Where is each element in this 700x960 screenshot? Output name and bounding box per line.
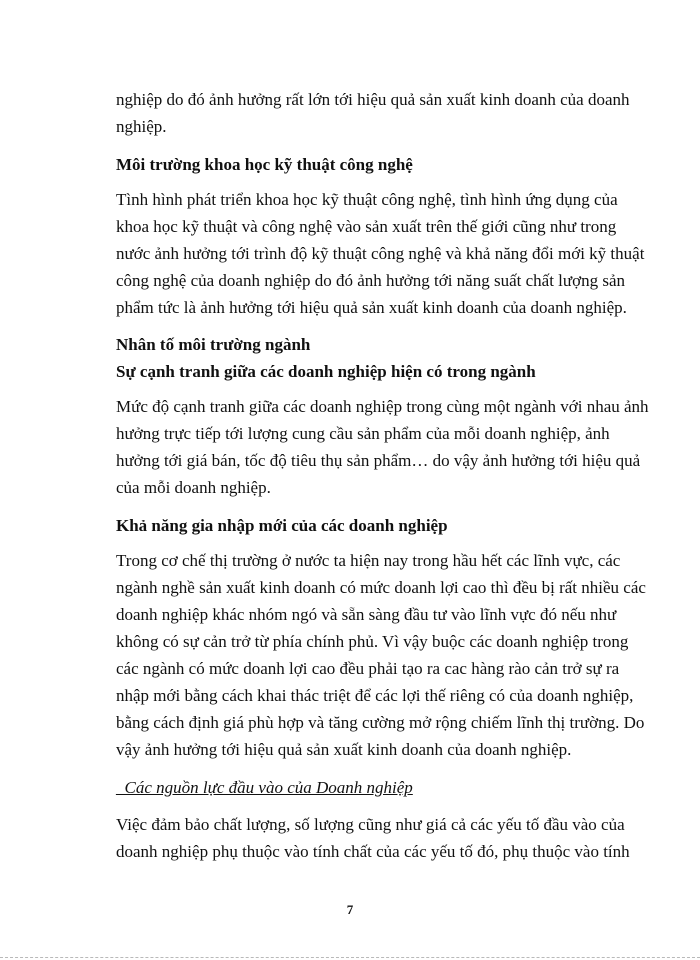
para-new-entrants-line-4: không có sự cản trở từ phía chính phủ. Vì vậy buộc các doanh nghiệp trong — [116, 632, 629, 651]
para-science-tech-line-2: khoa học kỹ thuật và công nghệ vào sản xuất trên thế giới cũng như trong — [116, 217, 617, 236]
para-science-tech-line-3: nước ảnh hưởng tới trình độ kỹ thuật công nghệ và khả năng đổi mới kỹ thuật — [116, 244, 645, 263]
para-new-entrants-line-8: vậy ảnh hưởng tới hiệu quả sản xuất kinh doanh của doanh nghiệp. — [116, 740, 572, 759]
heading-industry-factors: Nhân tố môi trường ngành — [116, 335, 311, 354]
heading-new-entrants: Khả năng gia nhập mới của các doanh nghiệp — [116, 516, 448, 535]
para-intro-continued-line-1: nghiệp do đó ảnh hưởng rất lớn tới hiệu quả sản xuất kinh doanh của doanh — [116, 90, 630, 109]
heading-science-tech: Môi trường khoa học kỹ thuật công nghệ — [116, 155, 413, 174]
page-bottom-divider — [0, 957, 700, 958]
para-new-entrants-line-3: doanh nghiệp khác nhóm ngó và sẵn sàng đầu tư vào lĩnh vực đó nếu như — [116, 605, 617, 624]
para-science-tech-line-5: phẩm tức là ảnh hưởng tới hiệu quả sản xuất kinh doanh của doanh nghiệp. — [116, 298, 627, 317]
para-input-resources-line-1: Việc đảm bảo chất lượng, số lượng cũng như giá cả các yếu tố đầu vào của — [116, 815, 625, 834]
heading-competition: Sự cạnh tranh giữa các doanh nghiệp hiện có trong ngành — [116, 362, 536, 381]
para-competition-line-3: hưởng tới giá bán, tốc độ tiêu thụ sản phẩm… do vậy ảnh hưởng tới hiệu quả — [116, 451, 641, 470]
para-science-tech-line-4: công nghệ của doanh nghiệp do đó ảnh hưởng tới năng suất chất lượng sản — [116, 271, 626, 290]
para-competition-line-4: của mỗi doanh nghiệp. — [116, 478, 271, 497]
para-new-entrants-line-2: ngành nghề sản xuất kinh doanh có mức doanh lợi cao thì đều bị rất nhiều các — [116, 578, 646, 597]
para-new-entrants-line-6: nhập mới bằng cách khai thác triệt để các lợi thế riêng có của doanh nghiệp, — [116, 686, 634, 705]
para-input-resources-line-2: doanh nghiệp phụ thuộc vào tính chất của các yếu tố đó, phụ thuộc vào tính — [116, 842, 630, 861]
para-competition-line-1: Mức độ cạnh tranh giữa các doanh nghiệp trong cùng một ngành với nhau ảnh — [116, 397, 649, 416]
para-science-tech-line-1: Tình hình phát triển khoa học kỹ thuật công nghệ, tình hình ứng dụng của — [116, 190, 618, 209]
page-number: 7 — [346, 902, 354, 917]
heading-input-resources: _Các nguồn lực đầu vào của Doanh nghiệp — [116, 778, 413, 797]
para-competition-line-2: hưởng trực tiếp tới lượng cung cầu sản phẩm của mỗi doanh nghiệp, ảnh — [116, 424, 610, 443]
para-intro-continued-line-2: nghiệp. — [116, 117, 167, 136]
para-new-entrants-line-7: bằng cách định giá phù hợp và tăng cường mở rộng chiếm lĩnh thị trường. Do — [116, 713, 645, 732]
para-new-entrants-line-5: các ngành có mức doanh lợi cao đều phải tạo ra cac hàng rào cản trở sự ra — [116, 659, 620, 678]
para-new-entrants-line-1: Trong cơ chế thị trường ở nước ta hiện nay trong hầu hết các lĩnh vực, các — [116, 551, 621, 570]
